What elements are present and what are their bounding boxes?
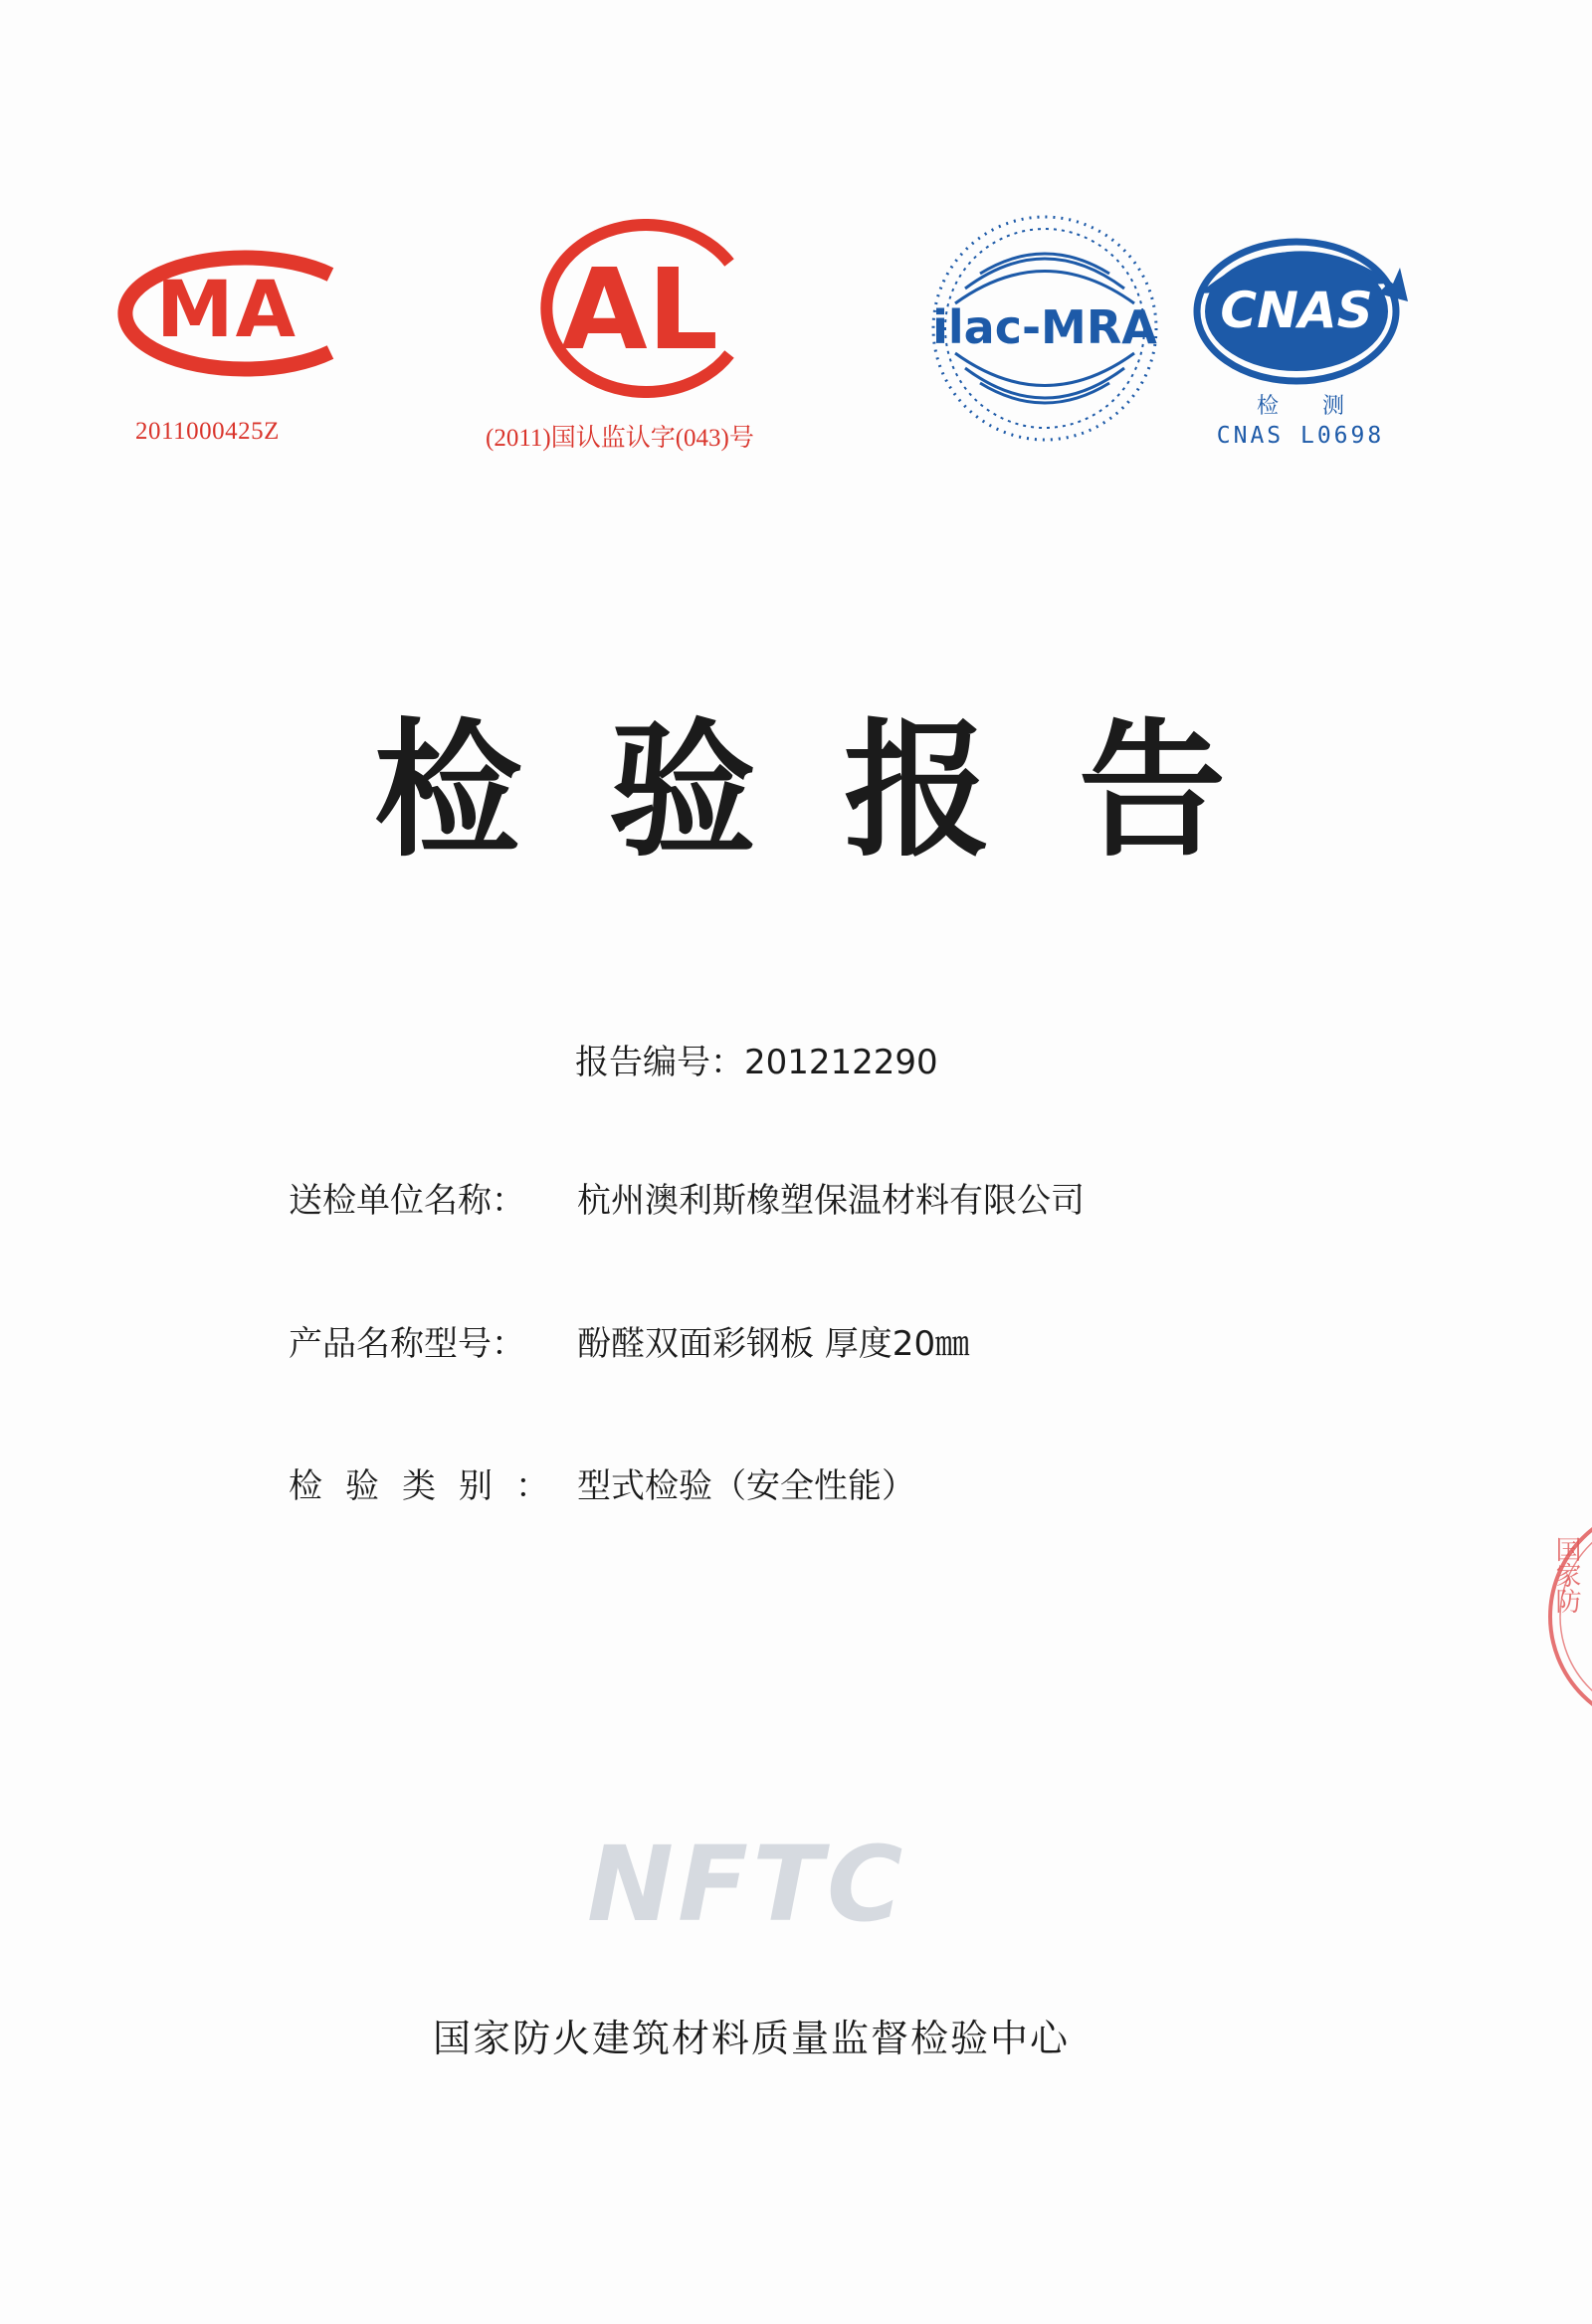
cnas-accreditation-number: CNAS L0698 [1216,423,1385,449]
info-row-category [289,1462,915,1510]
cnas-caption [1206,393,1395,451]
cnas-logo [1179,224,1408,398]
ilac-mra-logo-text: ilac-MRA [932,300,1157,354]
report-number-label: 报告编号： [575,1043,744,1082]
cal-logo-letters: AL [560,246,719,375]
cma-logo [100,249,358,378]
issuing-center-name: 国家防火建筑材料质量监督检验中心 [432,2017,1070,2060]
cma-certificate-number: 2011000425Z [135,418,280,445]
info-row-client [289,1177,1085,1225]
report-number-value: 201212290 [744,1043,938,1082]
category-value: 型式检验（安全性能） [577,1466,915,1506]
cnas-testing-label: 检测 [1256,394,1388,419]
product-value: 酚醛双面彩钢板 厚度20㎜ [577,1324,970,1364]
ilac-mra-logo [925,209,1164,458]
nftc-watermark-logo [577,1829,925,1938]
nftc-watermark-text: NFTC [587,1829,907,1938]
client-label: 送检单位名称： [289,1181,525,1221]
cal-certificate-number: (2011)国认监认字(043)号 [486,425,754,452]
report-number [575,1035,938,1083]
cnas-logo-text: CNAS [1220,282,1373,339]
client-value: 杭州澳利斯橡塑保温材料有限公司 [577,1181,1085,1221]
cma-logo-letters: MA [156,266,298,355]
official-seal-stamp [1532,1497,1592,1736]
category-label: 检验类别： [289,1466,572,1506]
page-title: 检验报告 [374,705,1313,876]
seal-text: 国家防 [1551,1536,1581,1614]
cal-logo [532,219,751,398]
info-row-product [289,1320,969,1368]
product-label: 产品名称型号： [289,1324,525,1364]
